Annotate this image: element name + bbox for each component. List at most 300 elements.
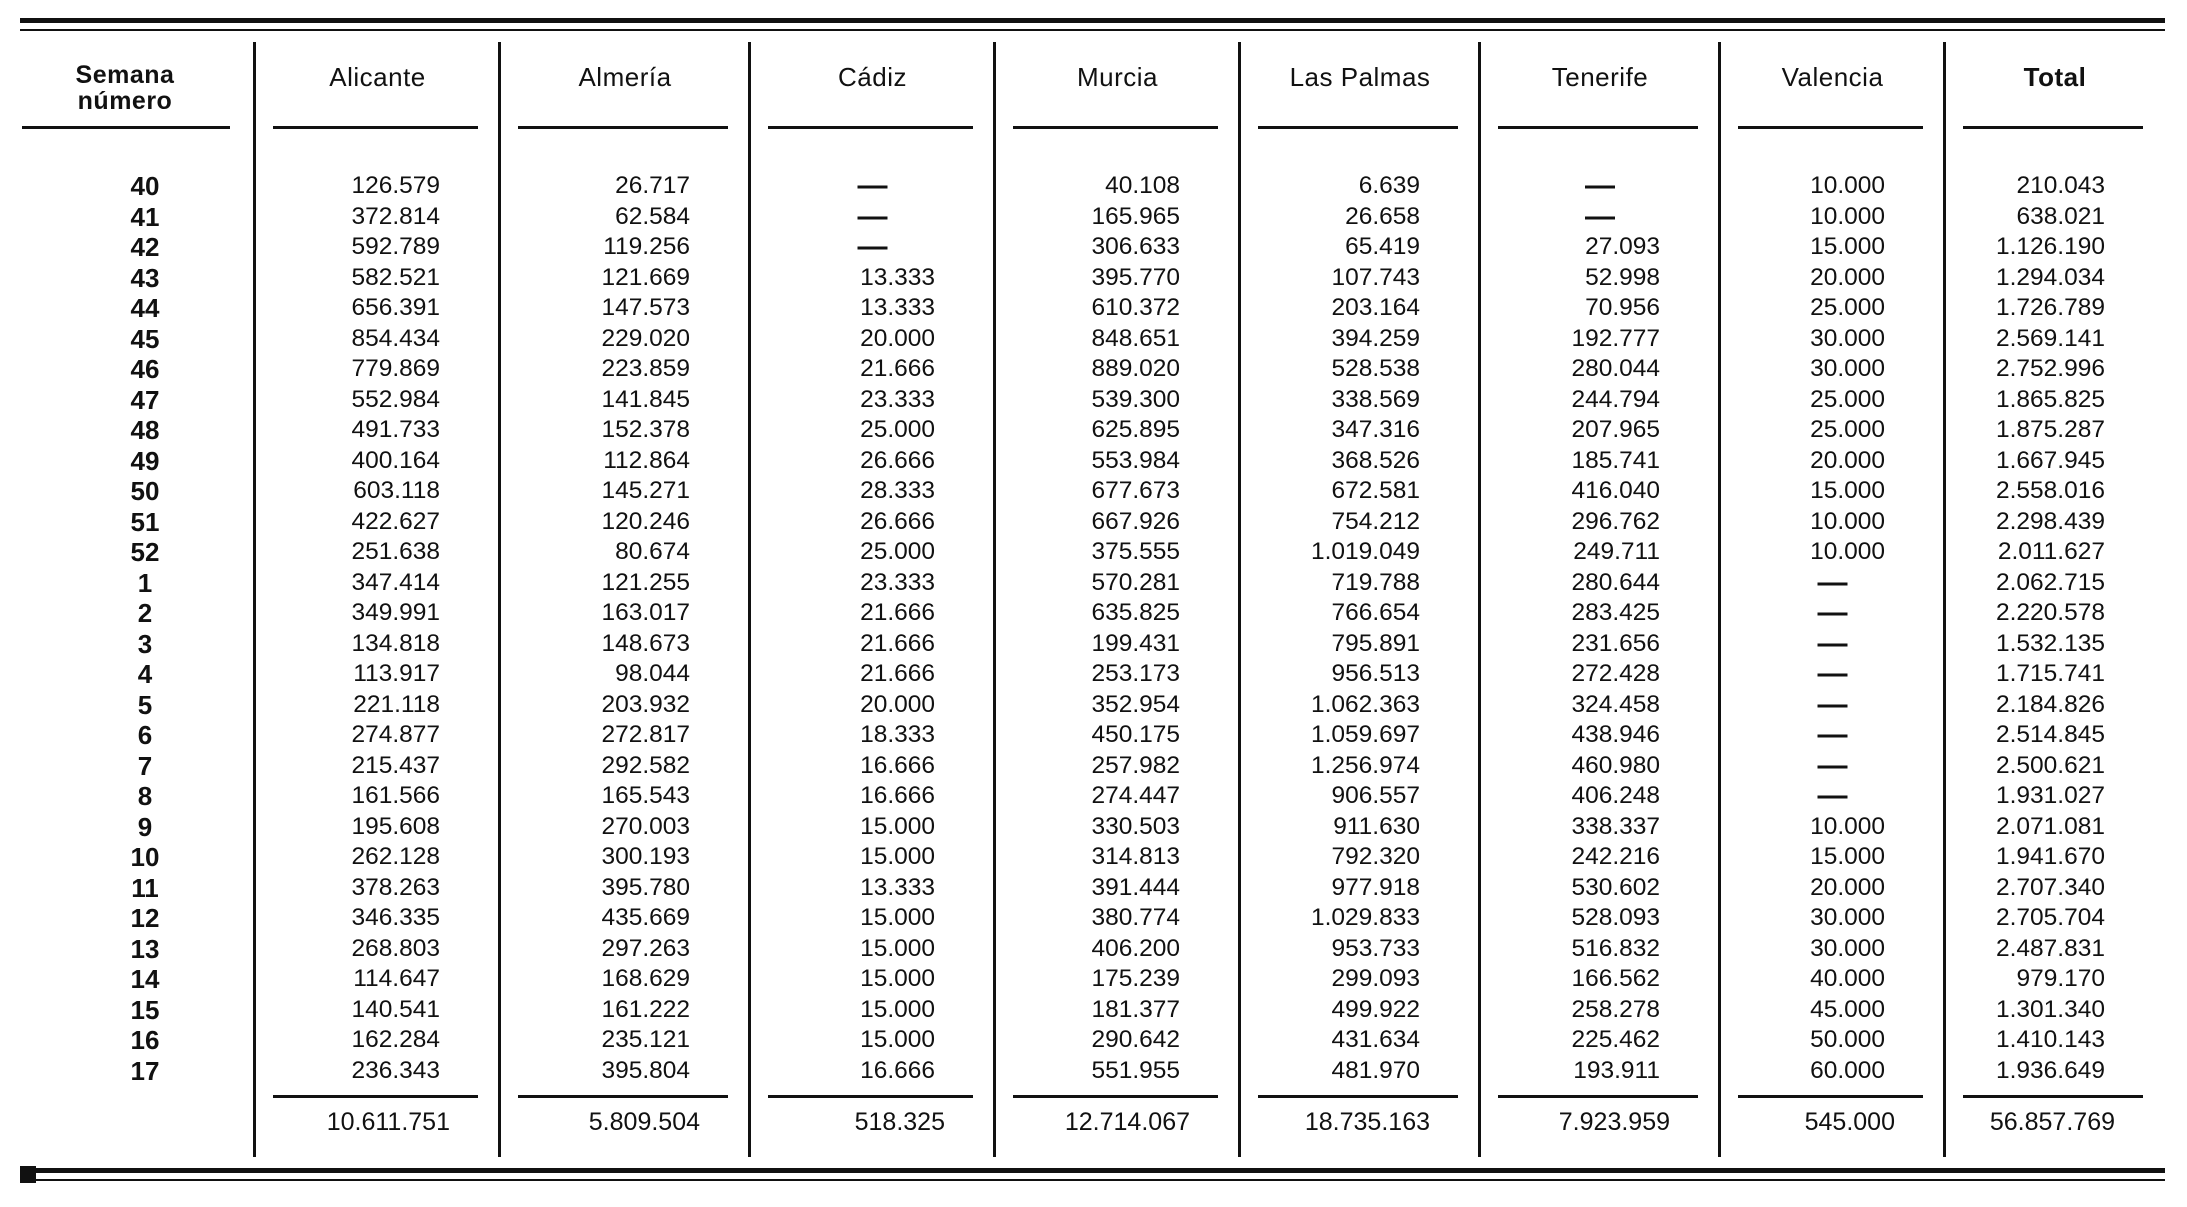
cell-total: 1.410.143 — [1996, 1026, 2105, 1053]
week-number: 17 — [130, 1055, 160, 1086]
cell-las-palmas: 766.654 — [1331, 599, 1420, 626]
cell-alicante: 114.647 — [353, 965, 440, 992]
cell-almeria: 203.932 — [601, 690, 690, 718]
cell-murcia: 40.108 — [1105, 172, 1180, 199]
cell-alicante: 854.434 — [351, 324, 440, 352]
cell-las-palmas: 6.639 — [1358, 172, 1420, 199]
cell-cadiz: 20.000 — [860, 324, 935, 352]
cell-cadiz: 15.000 — [860, 904, 935, 931]
cell-alicante: 422.627 — [351, 507, 440, 535]
week-number: 4 — [137, 659, 153, 689]
cell-las-palmas: 953.733 — [1331, 934, 1420, 962]
cell-valencia: 30.000 — [1810, 324, 1885, 352]
cell-tenerife: 324.458 — [1571, 690, 1660, 718]
cell-tenerife: 249.711 — [1573, 538, 1660, 565]
cell-valencia: 25.000 — [1810, 294, 1885, 321]
week-number: 51 — [130, 506, 160, 537]
empty-dash-tenerife: — — [1585, 169, 1615, 202]
cell-cadiz: 21.666 — [860, 355, 935, 382]
cell-alicante: 126.579 — [351, 172, 440, 199]
totals-rule — [1013, 1095, 1218, 1098]
cell-las-palmas: 499.922 — [1331, 995, 1420, 1023]
cell-tenerife: 242.216 — [1571, 843, 1660, 870]
cell-almeria: 26.717 — [615, 172, 690, 199]
cell-murcia: 570.281 — [1091, 568, 1180, 596]
cell-cadiz: 20.000 — [860, 690, 935, 718]
cell-murcia: 306.633 — [1091, 233, 1180, 260]
cell-murcia: 290.642 — [1091, 1026, 1180, 1053]
cell-tenerife: 296.762 — [1571, 507, 1660, 535]
cell-tenerife: 528.093 — [1571, 904, 1660, 931]
cell-cadiz: 21.666 — [860, 629, 935, 657]
header-valencia: Valencia — [1781, 62, 1884, 92]
cell-valencia: 25.000 — [1810, 416, 1885, 443]
cell-valencia: 10.000 — [1810, 538, 1885, 565]
cell-las-palmas: 1.019.049 — [1311, 538, 1420, 565]
cell-murcia: 330.503 — [1091, 812, 1180, 840]
cell-cadiz: 15.000 — [860, 934, 935, 962]
cell-total: 1.726.789 — [1996, 294, 2105, 321]
cell-las-palmas: 107.743 — [1331, 263, 1420, 291]
total-murcia: 12.714.067 — [1064, 1108, 1190, 1136]
header-underline — [518, 126, 728, 129]
total-cadiz: 518.325 — [854, 1108, 945, 1136]
header-underline — [273, 126, 478, 129]
cell-valencia: 10.000 — [1810, 507, 1885, 535]
cell-cadiz: 13.333 — [860, 294, 935, 321]
cell-total: 2.705.704 — [1996, 904, 2105, 931]
cell-alicante: 161.566 — [351, 782, 440, 809]
cell-alicante: 349.991 — [351, 599, 440, 626]
cell-valencia: 10.000 — [1810, 202, 1885, 230]
cell-las-palmas: 1.062.363 — [1311, 690, 1420, 718]
total-alicante: 10.611.751 — [326, 1108, 450, 1136]
cell-murcia: 667.926 — [1091, 507, 1180, 535]
empty-dash-valencia: — — [1817, 596, 1848, 629]
cell-total: 2.184.826 — [1996, 690, 2105, 718]
cell-murcia: 406.200 — [1091, 934, 1180, 962]
bottom-rule-end — [20, 1166, 36, 1183]
totals-rule — [1498, 1095, 1698, 1098]
cell-las-palmas: 906.557 — [1331, 782, 1420, 809]
header-underline — [1738, 126, 1923, 129]
cell-murcia: 375.555 — [1091, 538, 1180, 565]
totals-rule — [1258, 1095, 1458, 1098]
week-number: 42 — [130, 232, 160, 262]
empty-dash-valencia: — — [1817, 657, 1848, 690]
cell-murcia: 274.447 — [1091, 782, 1180, 809]
week-number: 40 — [130, 171, 160, 201]
cell-las-palmas: 911.630 — [1333, 812, 1420, 840]
cell-murcia: 380.774 — [1091, 904, 1180, 931]
cell-alicante: 603.118 — [353, 477, 440, 504]
week-number: 47 — [130, 384, 160, 415]
cell-las-palmas: 481.970 — [1331, 1056, 1420, 1084]
cell-valencia: 15.000 — [1810, 477, 1885, 504]
cell-cadiz: 15.000 — [860, 995, 935, 1023]
cell-valencia: 15.000 — [1810, 843, 1885, 870]
cell-tenerife: 192.777 — [1571, 324, 1660, 352]
cell-cadiz: 26.666 — [860, 446, 935, 474]
cell-almeria: 121.669 — [601, 263, 690, 291]
cell-tenerife: 338.337 — [1571, 812, 1660, 840]
week-number: 49 — [130, 445, 160, 476]
cell-total: 2.298.439 — [1996, 507, 2105, 535]
cell-cadiz: 25.000 — [860, 538, 935, 565]
cell-murcia: 257.982 — [1091, 751, 1180, 779]
cell-total: 1.667.945 — [1996, 446, 2105, 474]
cell-las-palmas: 672.581 — [1331, 477, 1420, 504]
header-murcia: Murcia — [1076, 62, 1158, 92]
header-underline — [1013, 126, 1218, 129]
cell-tenerife: 406.248 — [1571, 782, 1660, 809]
cell-las-palmas: 528.538 — [1331, 355, 1420, 382]
header-cadiz: Cádiz — [838, 62, 907, 92]
cell-las-palmas: 792.320 — [1331, 843, 1420, 870]
cell-cadiz: 16.666 — [860, 751, 935, 779]
cell-alicante: 236.343 — [351, 1056, 440, 1084]
cell-valencia: 20.000 — [1810, 263, 1885, 291]
week-number: 7 — [137, 750, 153, 781]
cell-cadiz: 16.666 — [860, 782, 935, 809]
week-number: 46 — [130, 354, 160, 384]
cell-las-palmas: 338.569 — [1331, 385, 1420, 413]
cell-murcia: 889.020 — [1091, 355, 1180, 382]
total-almeria: 5.809.504 — [588, 1108, 700, 1136]
cell-total: 210.043 — [2016, 172, 2105, 199]
cell-valencia: 45.000 — [1810, 995, 1885, 1023]
empty-dash-cadiz: — — [857, 199, 888, 233]
cell-cadiz: 25.000 — [860, 416, 935, 443]
cell-almeria: 148.673 — [601, 629, 690, 657]
cell-cadiz: 21.666 — [860, 599, 935, 626]
cell-las-palmas: 956.513 — [1331, 660, 1420, 687]
cell-las-palmas: 347.316 — [1331, 416, 1420, 443]
cell-alicante: 140.541 — [351, 995, 440, 1023]
cell-tenerife: 280.644 — [1571, 568, 1660, 596]
cell-almeria: 119.256 — [603, 233, 690, 260]
cell-almeria: 80.674 — [615, 538, 690, 565]
cell-las-palmas: 203.164 — [1331, 294, 1420, 321]
top-rule-thick — [20, 18, 2165, 23]
cell-valencia: 30.000 — [1810, 904, 1885, 931]
cell-tenerife: 258.278 — [1571, 995, 1660, 1023]
header-underline — [768, 126, 973, 129]
empty-dash-valencia: — — [1817, 718, 1848, 751]
cell-tenerife: 460.980 — [1571, 751, 1660, 779]
cell-valencia: 50.000 — [1810, 1026, 1885, 1053]
totals-rule — [1738, 1095, 1923, 1098]
bottom-rule-thick — [20, 1168, 2165, 1173]
cell-alicante: 113.917 — [353, 660, 440, 687]
cell-total: 1.931.027 — [1996, 782, 2105, 809]
cell-valencia: 60.000 — [1810, 1056, 1885, 1084]
cell-murcia: 677.673 — [1091, 477, 1180, 504]
cell-alicante: 134.818 — [351, 629, 440, 657]
cell-tenerife: 193.911 — [1573, 1056, 1660, 1084]
cell-almeria: 297.263 — [601, 934, 690, 962]
cell-valencia: 10.000 — [1810, 812, 1885, 840]
cell-total: 2.487.831 — [1996, 934, 2105, 962]
empty-dash-valencia: — — [1817, 565, 1848, 599]
empty-dash-tenerife: — — [1585, 199, 1615, 233]
cell-almeria: 161.222 — [601, 995, 690, 1023]
cell-las-palmas: 795.891 — [1331, 629, 1420, 657]
cell-murcia: 635.825 — [1091, 599, 1180, 626]
cell-las-palmas: 1.029.833 — [1311, 904, 1420, 931]
cell-almeria: 152.378 — [601, 416, 690, 443]
cell-alicante: 262.128 — [351, 843, 440, 870]
cell-valencia: 30.000 — [1810, 355, 1885, 382]
totals-rule — [768, 1095, 973, 1098]
header-total: Total — [2023, 62, 2087, 92]
bottom-rule-thin — [20, 1179, 2165, 1181]
total-valencia: 545.000 — [1804, 1108, 1895, 1136]
cell-total: 1.936.649 — [1996, 1056, 2105, 1084]
cell-tenerife: 52.998 — [1585, 263, 1660, 291]
totals-rule — [273, 1095, 478, 1098]
cell-total: 2.071.081 — [1996, 812, 2105, 840]
week-number: 10 — [130, 842, 160, 872]
week-number: 45 — [130, 323, 160, 354]
cell-murcia: 199.431 — [1091, 629, 1180, 657]
empty-dash-cadiz: — — [857, 169, 888, 202]
total-total: 56.857.769 — [1989, 1108, 2115, 1136]
total-tenerife: 7.923.959 — [1558, 1108, 1670, 1136]
week-number: 5 — [137, 689, 153, 720]
empty-dash-valencia: — — [1817, 748, 1848, 782]
cell-cadiz: 15.000 — [860, 1026, 935, 1053]
week-number: 43 — [130, 262, 160, 293]
cell-total: 1.532.135 — [1996, 629, 2105, 657]
cell-almeria: 62.584 — [615, 202, 690, 230]
cell-alicante: 592.789 — [351, 233, 440, 260]
cell-alicante: 400.164 — [351, 446, 440, 474]
cell-murcia: 395.770 — [1091, 263, 1180, 291]
cell-cadiz: 15.000 — [860, 843, 935, 870]
cell-valencia: 15.000 — [1810, 233, 1885, 260]
cell-almeria: 165.543 — [601, 782, 690, 809]
cell-cadiz: 13.333 — [860, 873, 935, 901]
cell-total: 1.294.034 — [1996, 263, 2105, 291]
cell-alicante: 552.984 — [351, 385, 440, 413]
cell-las-palmas: 431.634 — [1331, 1026, 1420, 1053]
cell-total: 1.875.287 — [1996, 416, 2105, 443]
cell-cadiz: 18.333 — [860, 721, 935, 748]
cell-murcia: 553.984 — [1091, 446, 1180, 474]
week-number: 12 — [130, 903, 160, 933]
cell-tenerife: 283.425 — [1571, 599, 1660, 626]
cell-tenerife: 185.741 — [1571, 446, 1660, 474]
cell-almeria: 270.003 — [601, 812, 690, 840]
cell-murcia: 175.239 — [1091, 965, 1180, 992]
header-underline — [1498, 126, 1698, 129]
week-number: 1 — [137, 567, 153, 598]
week-number: 8 — [137, 781, 153, 811]
cell-tenerife: 207.965 — [1571, 416, 1660, 443]
cell-alicante: 195.608 — [351, 812, 440, 840]
week-number: 52 — [130, 537, 160, 567]
header-alicante: Alicante — [329, 62, 426, 92]
cell-las-palmas: 719.788 — [1331, 568, 1420, 596]
empty-dash-valencia: — — [1817, 779, 1848, 812]
cell-total: 2.011.627 — [1997, 538, 2105, 565]
cell-total: 1.126.190 — [1996, 233, 2105, 260]
empty-dash-valencia: — — [1817, 626, 1848, 660]
header-week-line2: número — [77, 87, 173, 115]
cell-cadiz: 15.000 — [860, 812, 935, 840]
cell-cadiz: 26.666 — [860, 507, 935, 535]
cell-murcia: 181.377 — [1091, 995, 1180, 1023]
cell-las-palmas: 1.256.974 — [1311, 751, 1420, 779]
cell-valencia: 30.000 — [1810, 934, 1885, 962]
cell-cadiz: 15.000 — [860, 965, 935, 992]
header-underline — [1258, 126, 1458, 129]
cell-valencia: 25.000 — [1810, 385, 1885, 413]
cell-total: 1.301.340 — [1996, 995, 2105, 1023]
empty-dash-valencia: — — [1817, 687, 1848, 721]
cell-tenerife: 516.832 — [1571, 934, 1660, 962]
cell-murcia: 848.651 — [1091, 324, 1180, 352]
cell-alicante: 656.391 — [351, 294, 440, 321]
cell-total: 2.220.578 — [1996, 599, 2105, 626]
cell-alicante: 268.803 — [351, 934, 440, 962]
cell-almeria: 435.669 — [601, 904, 690, 931]
cell-tenerife: 70.956 — [1585, 294, 1660, 321]
cell-murcia: 391.444 — [1091, 873, 1180, 901]
cell-alicante: 215.437 — [351, 751, 440, 779]
cell-tenerife: 231.656 — [1571, 629, 1660, 657]
cell-alicante: 378.263 — [351, 873, 440, 901]
cell-murcia: 253.173 — [1091, 660, 1180, 687]
cell-cadiz: 28.333 — [860, 477, 935, 504]
cell-alicante: 779.869 — [351, 355, 440, 382]
total-las-palmas: 18.735.163 — [1304, 1108, 1430, 1136]
cell-total: 2.514.845 — [1996, 721, 2105, 748]
cell-almeria: 235.121 — [601, 1026, 690, 1053]
cell-total: 1.715.741 — [1996, 660, 2105, 687]
cell-total: 2.707.340 — [1996, 873, 2105, 901]
cell-alicante: 162.284 — [351, 1026, 440, 1053]
cell-murcia: 450.175 — [1091, 721, 1180, 748]
cell-total: 1.865.825 — [1996, 385, 2105, 413]
week-number: 13 — [130, 933, 160, 964]
cell-total: 979.170 — [2016, 965, 2105, 992]
week-number: 15 — [130, 994, 160, 1025]
cell-las-palmas: 394.259 — [1331, 324, 1420, 352]
cell-cadiz: 21.666 — [860, 660, 935, 687]
cell-almeria: 272.817 — [601, 721, 690, 748]
cell-cadiz: 23.333 — [860, 385, 935, 413]
cell-almeria: 223.859 — [601, 355, 690, 382]
week-number: 2 — [137, 598, 153, 628]
cell-total: 2.558.016 — [1996, 477, 2105, 504]
cell-las-palmas: 299.093 — [1331, 965, 1420, 992]
cell-alicante: 274.877 — [351, 721, 440, 748]
cell-almeria: 168.629 — [601, 965, 690, 992]
cell-total: 1.941.670 — [1996, 843, 2105, 870]
cell-almeria: 163.017 — [601, 599, 690, 626]
cell-valencia: 20.000 — [1810, 873, 1885, 901]
cell-almeria: 229.020 — [601, 324, 690, 352]
cell-murcia: 314.813 — [1091, 843, 1180, 870]
cell-alicante: 251.638 — [351, 538, 440, 565]
cell-almeria: 292.582 — [601, 751, 690, 779]
week-number: 50 — [130, 476, 160, 506]
week-number: 9 — [137, 811, 153, 842]
cell-almeria: 120.246 — [601, 507, 690, 535]
cell-murcia: 625.895 — [1091, 416, 1180, 443]
cell-las-palmas: 1.059.697 — [1311, 721, 1420, 748]
cell-total: 2.569.141 — [1996, 324, 2105, 352]
cell-almeria: 300.193 — [601, 843, 690, 870]
cell-almeria: 147.573 — [601, 294, 690, 321]
cell-tenerife: 166.562 — [1571, 965, 1660, 992]
week-number: 11 — [131, 872, 159, 903]
cell-las-palmas: 977.918 — [1331, 873, 1420, 901]
week-number: 14 — [130, 964, 160, 994]
cell-tenerife: 27.093 — [1585, 233, 1660, 260]
cell-tenerife: 225.462 — [1571, 1026, 1660, 1053]
cell-tenerife: 280.044 — [1571, 355, 1660, 382]
cell-cadiz: 13.333 — [860, 263, 935, 291]
cell-almeria: 141.845 — [601, 385, 690, 413]
cell-alicante: 582.521 — [351, 263, 440, 291]
cell-cadiz: 23.333 — [860, 568, 935, 596]
week-number: 16 — [130, 1025, 160, 1055]
cell-alicante: 491.733 — [351, 416, 440, 443]
cell-valencia: 20.000 — [1810, 446, 1885, 474]
cell-almeria: 395.804 — [601, 1056, 690, 1084]
cell-tenerife: 272.428 — [1571, 660, 1660, 687]
cell-almeria: 145.271 — [601, 477, 690, 504]
cell-valencia: 40.000 — [1810, 965, 1885, 992]
cell-total: 638.021 — [2016, 202, 2105, 230]
cell-almeria: 395.780 — [601, 873, 690, 901]
week-number: 41 — [130, 201, 160, 232]
cell-valencia: 10.000 — [1810, 172, 1885, 199]
cell-alicante: 347.414 — [351, 568, 440, 596]
cell-cadiz: 16.666 — [860, 1056, 935, 1084]
header-tenerife: Tenerife — [1551, 62, 1649, 92]
cell-almeria: 98.044 — [615, 660, 690, 687]
cell-almeria: 121.255 — [601, 568, 690, 596]
cell-las-palmas: 65.419 — [1345, 233, 1420, 260]
header-week-line1: Semana — [75, 61, 175, 89]
cell-total: 2.062.715 — [1996, 568, 2105, 596]
header-week — [20, 62, 230, 114]
cell-tenerife: 530.602 — [1571, 873, 1660, 901]
cell-murcia: 610.372 — [1091, 294, 1180, 321]
cell-murcia: 539.300 — [1091, 385, 1180, 413]
week-number: 3 — [137, 628, 153, 659]
top-rule-thin — [20, 29, 2165, 31]
cell-las-palmas: 26.658 — [1345, 202, 1420, 230]
empty-dash-cadiz: — — [857, 230, 888, 263]
cell-alicante: 346.335 — [351, 904, 440, 931]
cell-murcia: 352.954 — [1091, 690, 1180, 718]
header-underline — [1963, 126, 2143, 129]
week-number: 6 — [137, 720, 153, 750]
cell-tenerife: 416.040 — [1571, 477, 1660, 504]
cell-total: 2.500.621 — [1996, 751, 2105, 779]
week-number: 48 — [130, 415, 160, 445]
header-almeria: Almería — [578, 62, 672, 92]
cell-alicante: 221.118 — [353, 690, 440, 718]
totals-rule — [518, 1095, 728, 1098]
cell-almeria: 112.864 — [603, 446, 690, 474]
cell-murcia: 551.955 — [1091, 1056, 1180, 1084]
